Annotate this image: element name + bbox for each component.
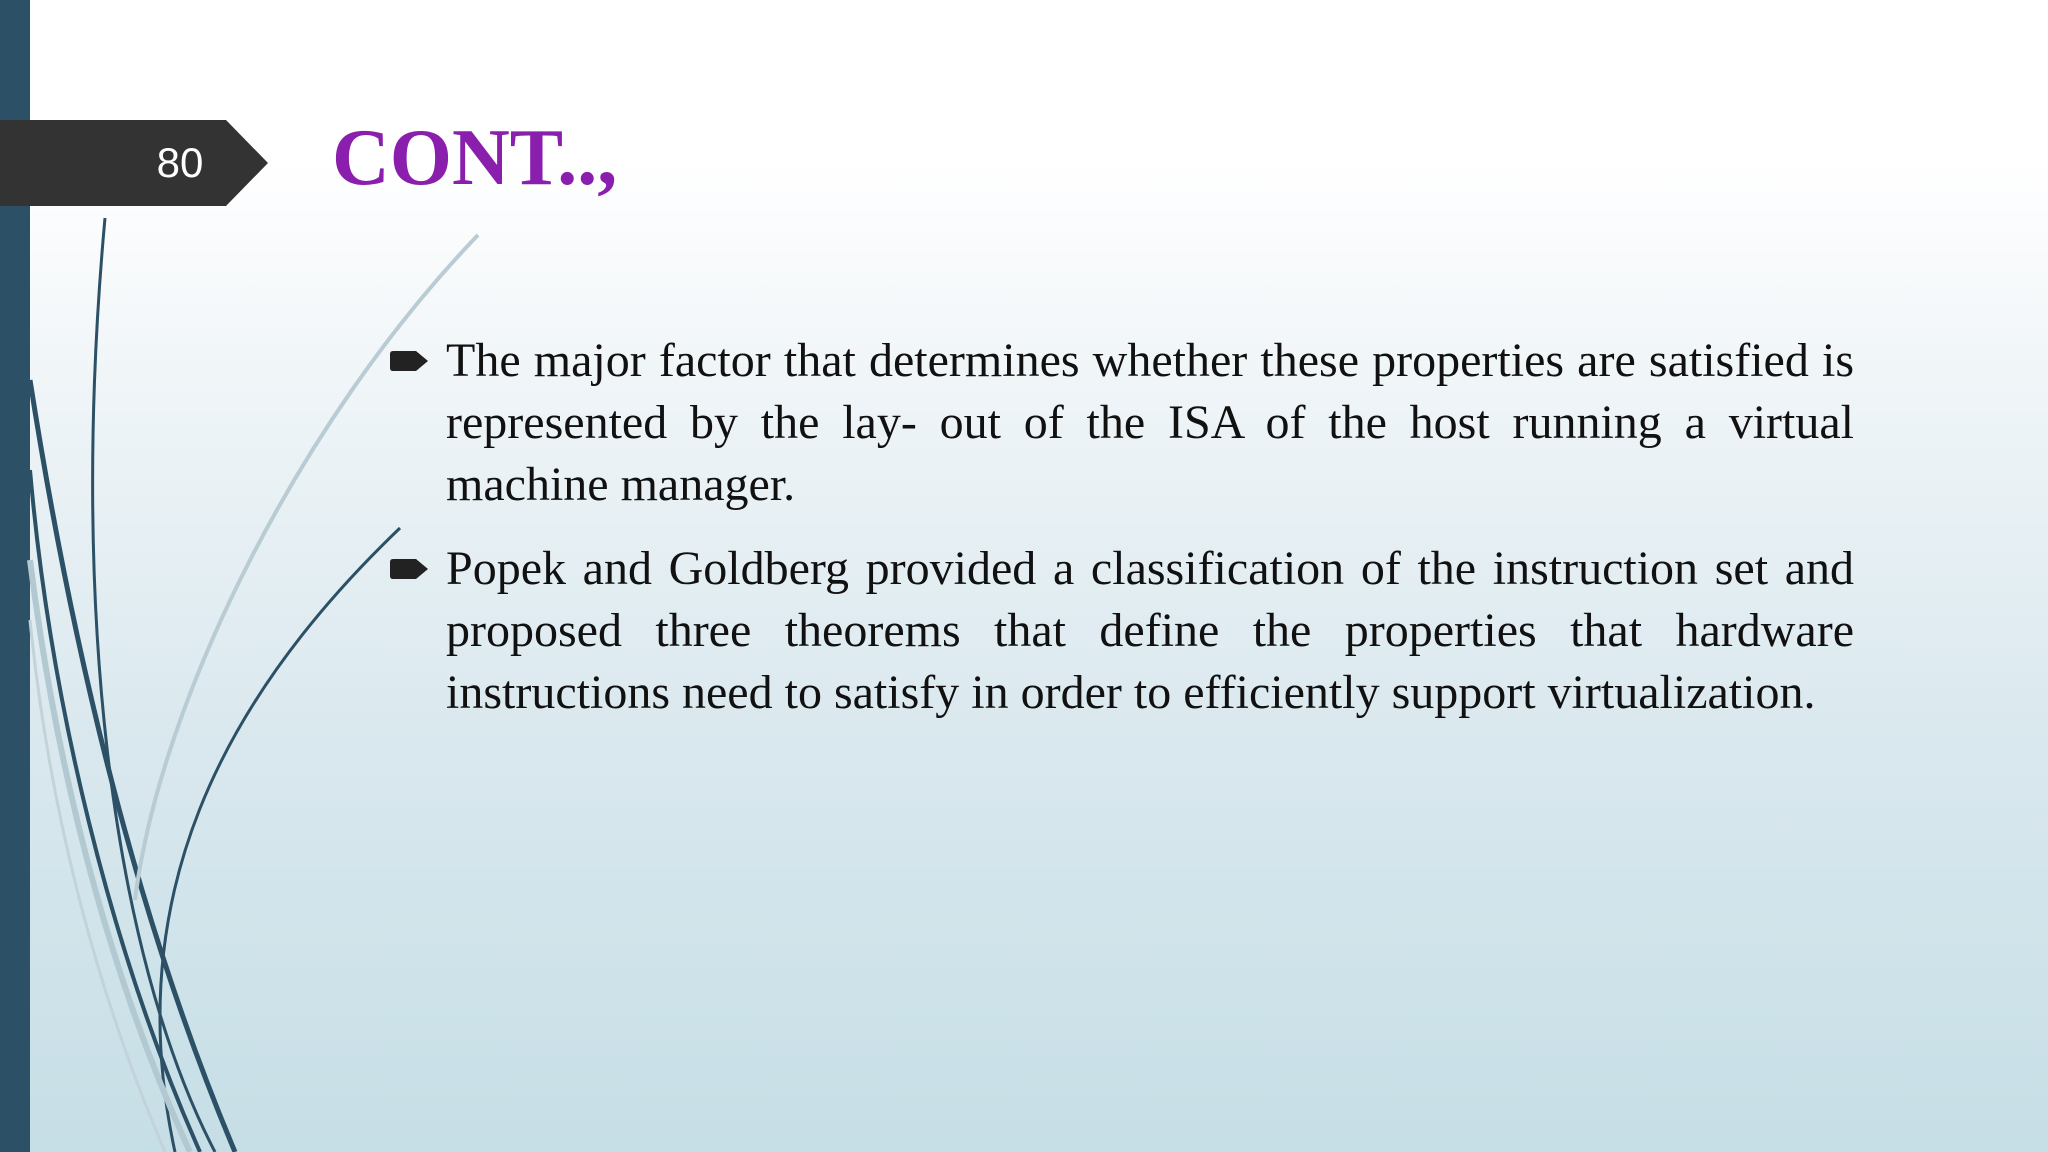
slide-title: CONT.., xyxy=(332,114,618,202)
arrow-right-bullet-icon xyxy=(390,558,430,580)
bullet-text: The major factor that determines whether these properties are satisfied is represented by the lay- out of the ISA of the host running a virtual machine manager. xyxy=(446,334,1854,511)
bullet-item xyxy=(390,538,1854,724)
bullet-item xyxy=(390,330,1854,516)
arrow-right-bullet-icon xyxy=(390,350,430,372)
bullet-list xyxy=(390,330,1854,746)
page-number: 80 xyxy=(156,139,204,186)
bullet-text: Popek and Goldberg provided a classification of the instruction set and proposed three theorems that define the properties that hardware instructions need to satisfy in order to efficiently support virtualization. xyxy=(446,542,1854,719)
